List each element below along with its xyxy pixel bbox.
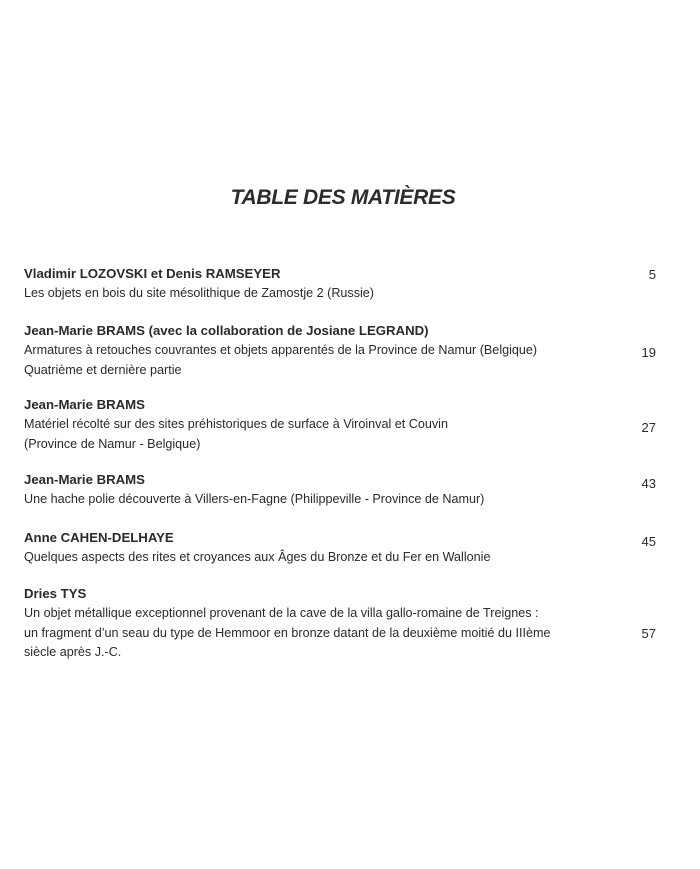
entry-page-number: 27 [641, 420, 656, 435]
entry-author: Anne CAHEN-DELHAYE [24, 530, 174, 545]
entry-author: Vladimir LOZOVSKI et Denis RAMSEYER [24, 266, 281, 281]
entry-page-number: 57 [641, 626, 656, 641]
entry-author: Jean-Marie BRAMS (avec la collaboration de Josiane LEGRAND) [24, 323, 429, 338]
entry-title-line: siècle après J.-C. [24, 645, 122, 659]
toc-entry [24, 321, 664, 380]
entry-title-line: Matériel récolté sur des sites préhistoriques de surface à Viroinval et Couvin [24, 417, 448, 431]
toc-entry [24, 264, 664, 304]
entry-page-number: 45 [641, 534, 656, 549]
toc-entry [24, 584, 664, 663]
entry-title-line: Une hache polie découverte à Villers-en-Fagne (Philippeville - Province de Namur) [24, 492, 485, 506]
entry-author: Jean-Marie BRAMS [24, 472, 145, 487]
entry-title-line: un fragment d’un seau du type de Hemmoor en bronze datant de la deuxième moitié du IIIème [24, 625, 551, 640]
entry-title-line: Les objets en bois du site mésolithique de Zamostje 2 (Russie) [24, 286, 375, 300]
page-title: TABLE DES MATIÈRES [230, 186, 456, 209]
entry-author: Dries TYS [24, 586, 87, 601]
toc-entry [24, 395, 664, 454]
entry-title-line: Quatrième et dernière partie [24, 362, 182, 377]
entry-title-line: Armatures à retouches couvrantes et objets apparentés de la Province de Namur (Belgique) [24, 343, 538, 357]
entry-title-line: Quelques aspects des rites et croyances aux Âges du Bronze et du Fer en Wallonie [24, 550, 491, 564]
toc-entry [24, 470, 664, 510]
entry-page-number: 43 [641, 476, 656, 491]
entry-page-number: 5 [648, 267, 656, 282]
toc-entry [24, 528, 664, 568]
entry-title-line: (Province de Namur - Belgique) [24, 436, 201, 451]
entry-page-number: 19 [641, 345, 656, 360]
entry-author: Jean-Marie BRAMS [24, 397, 145, 412]
entry-title-line: Un objet métallique exceptionnel provenant de la cave de la villa gallo-romaine de Treignes : [24, 606, 539, 620]
